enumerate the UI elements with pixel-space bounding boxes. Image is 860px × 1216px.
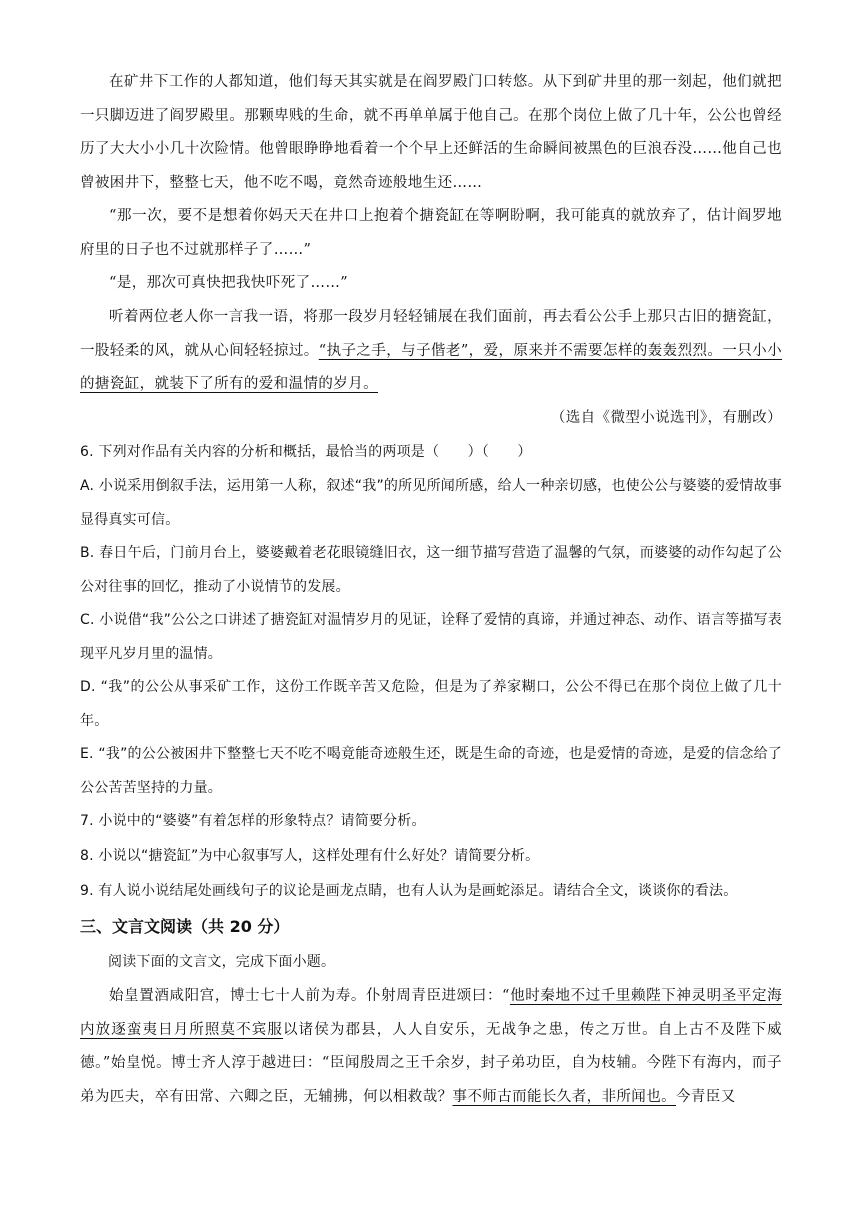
section-instruction: 阅读下面的文言文，完成下面小题。 — [108, 954, 336, 970]
passage-source: （选自《微型小说选刊》，有删改） — [550, 410, 782, 426]
passage-paragraph-4: 听着两位老人你一言我一语，将那一段岁月轻轻铺展在我们面前，再去看公公手上那只古旧的搪瓷缸，一股轻柔的风，就从心间轻轻掠过。“执子之手，与子偕老”，爱，原来并不需要怎样的轰轰烈烈。一只小小的搪瓷缸，就装下了所有的爱和温情的岁月。 — [80, 309, 782, 392]
question-9: 9. 有人说小说结尾处画线句子的议论是画龙点睛，也有人认为是画蛇添足。请结合全文，谈谈你的看法。 — [80, 883, 738, 899]
question-7: 7. 小说中的“婆婆”有着怎样的形象特点？请简要分析。 — [80, 813, 426, 829]
option-a: A. 小说采用倒叙手法，运用第一人称，叙述“我”的所见所闻所感，给人一种亲切感，也使公公与婆婆的爱情故事显得真实可信。 — [80, 478, 782, 528]
classical-passage: 始皇置酒咸阳宫，博士七十人前为寿。仆射周青臣进颂曰：“他时秦地不过千里赖陛下神灵明圣平定海内放逐蛮夷日月所照莫不宾服以诸侯为郡县，人人自安乐，无战争之患，传之万世。自上古不及陛下威德。”始皇悦。博士齐人淳于越进曰：“臣闻殷周之王千余岁，封子弟功臣，自为枝辅。今陛下有海内，而子弟为匹夫，卒有田常、六卿之臣，无辅拂，何以相救哉？事不师古而能长久者，非所闻也。今青臣又 — [80, 988, 783, 1105]
option-c: C. 小说借“我”公公之口讲述了搪瓷缸对温情岁月的见证，诠释了爱情的真谛，并通过神态、动作、语言等描写表现平凡岁月里的温情。 — [80, 612, 782, 662]
question-8: 8. 小说以“搪瓷缸”为中心叙事写人，这样处理有什么好处？请简要分析。 — [80, 848, 540, 864]
question-6: 6. 下列对作品有关内容的分析和概括，最恰当的两项是（ ）（ ） — [80, 444, 532, 460]
underlined-sentence-1: 他时秦地不过千里赖陛下神灵明圣平定海内放逐蛮夷日月所照莫不宾服 — [80, 988, 782, 1038]
underlined-ending-sentence: “执子之手，与子偕老”，爱，原来并不需要怎样的轰轰烈烈。一只小小的搪瓷缸，就装下了所有的爱和温情的岁月。 — [80, 342, 782, 392]
underlined-sentence-2: 事不师古而能长久者，非所闻也。 — [452, 1088, 676, 1105]
option-e: E. “我”的公公被困井下整整七天不吃不喝竟能奇迹般生还，既是生命的奇迹，也是爱情的奇迹，是爱的信念给了公公苦苦坚持的力量。 — [80, 746, 782, 796]
passage-paragraph-2: “那一次，要不是想着你妈天天在井口上抱着个搪瓷缸在等啊盼啊，我可能真的就放弃了，估计阎罗地府里的日子也不过就那样子了……” — [80, 208, 782, 258]
option-d: D. “我”的公公从事采矿工作，这份工作既辛苦又危险，但是为了养家糊口，公公不得已在那个岗位上做了几十年。 — [80, 679, 782, 729]
section-heading: 三、文言文阅读（共 20 分） — [80, 917, 290, 936]
passage-paragraph-1: 在矿井下工作的人都知道，他们每天其实就是在阎罗殿门口转悠。从下到矿井里的那一刻起，他们就把一只脚迈进了阎罗殿里。那颗卑贱的生命，就不再单单属于他自己。在那个岗位上做了几十年，公公也曾经历了大大小小几十次险情。他曾眼睁睁地看着一个个早上还鲜活的生命瞬间被黑色的巨浪吞没……他自己也曾被困井下，整整七天，他不吃不喝，竟然奇迹般地生还…… — [80, 74, 782, 191]
option-b: B. 春日午后，门前月台上，婆婆戴着老花眼镜缝旧衣，这一细节描写营造了温馨的气氛，而婆婆的动作勾起了公公对往事的回忆，推动了小说情节的发展。 — [80, 545, 782, 595]
passage-paragraph-3: “是，那次可真快把我快吓死了……” — [109, 275, 349, 291]
